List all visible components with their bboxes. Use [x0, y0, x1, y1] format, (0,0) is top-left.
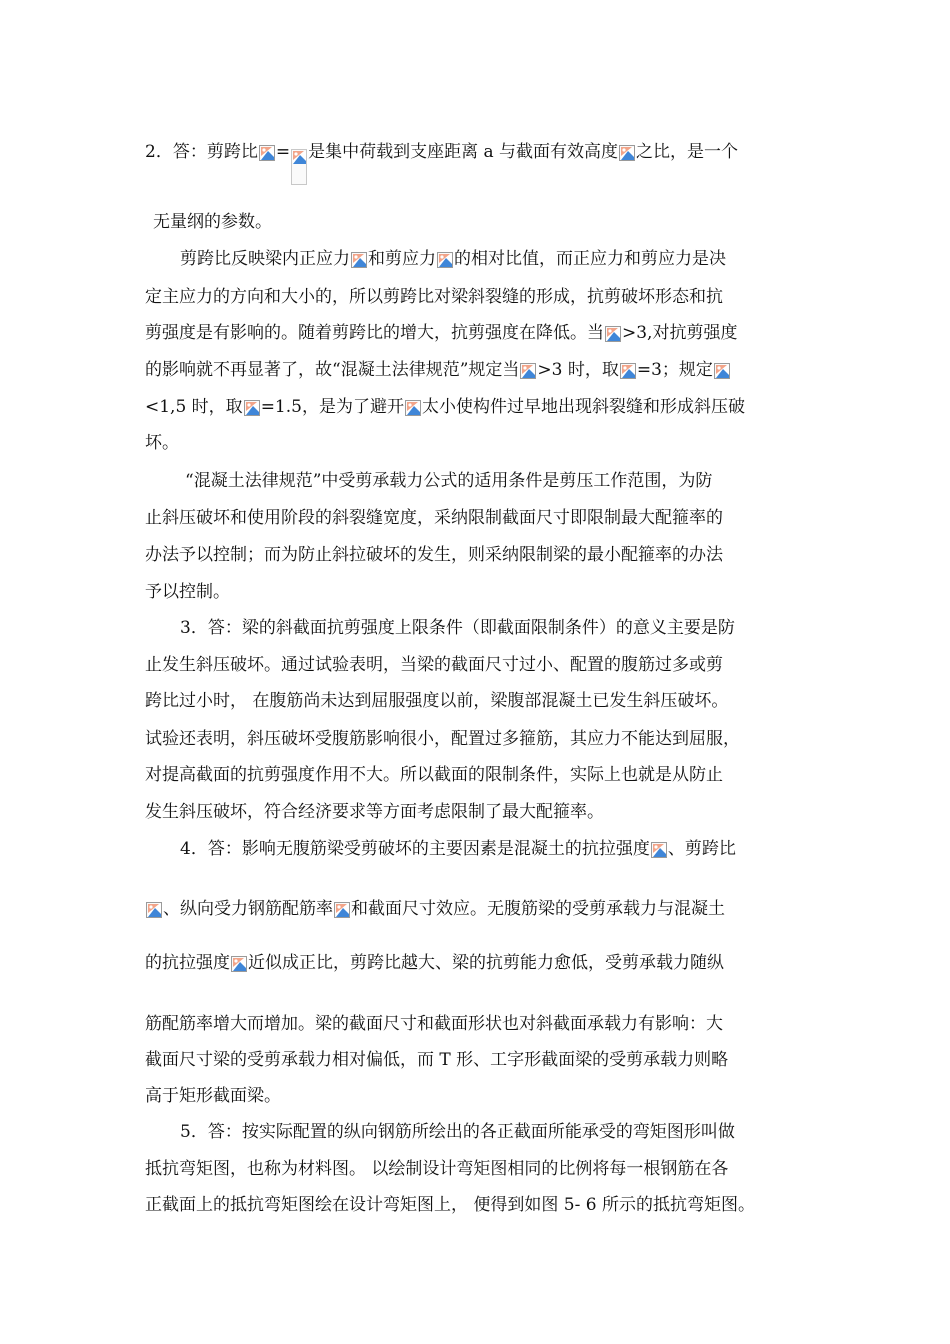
text-segment: 试验还表明，斜压破坏受腹筋影响很小，配置过多箍筋，其应力不能达到屈服， [145, 729, 740, 749]
text-line [145, 395, 815, 419]
text-line [145, 1193, 815, 1217]
broken-image-icon [437, 252, 453, 268]
text-line [185, 469, 855, 493]
text-segment: >3,对抗剪强度 [622, 323, 738, 343]
text-segment: 是集中荷载到支座距离 a 与截面有效高度 [308, 142, 619, 162]
text-segment: 的抗拉强度 [145, 953, 230, 973]
text-segment: 太小使构件过早地出现斜裂缝和形成斜压破 [421, 397, 745, 417]
text-segment: 4．答：影响无腹筋梁受剪破坏的主要因素是混凝土的抗拉强度 [180, 839, 650, 859]
text-segment: >3 时，取 [537, 360, 619, 380]
text-line [145, 321, 815, 345]
text-line [145, 1012, 815, 1036]
text-segment: 无量纲的参数。 [153, 212, 272, 232]
text-line [145, 431, 815, 455]
text-line [145, 506, 815, 530]
text-line [145, 727, 815, 751]
text-segment: 截面尺寸梁的受剪承载力相对偏低，而 T 形、工字形截面梁的受剪承载力则略 [145, 1050, 729, 1070]
text-line [145, 543, 815, 567]
text-segment: 予以控制。 [145, 582, 230, 602]
text-segment: 止发生斜压破坏。通过试验表明，当梁的截面尺寸过小、配置的腹筋过多或剪 [145, 655, 723, 675]
text-segment: 剪跨比反映梁内正应力 [180, 249, 350, 269]
broken-image-icon [231, 956, 247, 972]
text-segment: 剪强度是有影响的。随着剪跨比的增大，抗剪强度在降低。当 [145, 323, 604, 343]
text-line [145, 1157, 815, 1181]
text-segment: 和剪应力 [368, 249, 436, 269]
text-segment: 和截面尺寸效应。无腹筋梁的受剪承载力与混凝土 [351, 899, 725, 919]
text-segment: 2．答：剪跨比 [145, 142, 258, 162]
text-line [180, 1120, 850, 1144]
broken-image-icon [405, 400, 421, 416]
broken-image-icon [619, 145, 635, 161]
text-segment: 、纵向受力钢筋配筋率 [163, 899, 333, 919]
broken-image-icon [146, 902, 162, 918]
text-line [145, 689, 815, 713]
text-segment: 5．答：按实际配置的纵向钢筋所绘出的各正截面所能承受的弯矩图形叫做 [180, 1122, 735, 1142]
broken-image-icon [605, 326, 621, 342]
text-line [145, 140, 815, 185]
text-segment: = [275, 142, 291, 162]
text-segment: 、剪跨比 [667, 839, 736, 859]
text-line [145, 800, 815, 824]
text-segment: 的相对比值，而正应力和剪应力是决 [454, 249, 726, 269]
broken-image-icon [259, 145, 275, 161]
broken-image-icon [334, 902, 350, 918]
text-segment: 近似成正比，剪跨比越大、梁的抗剪能力愈低，受剪承载力随纵 [248, 953, 724, 973]
text-segment: 3．答：梁的斜截面抗剪强度上限条件（即截面限制条件）的意义主要是防 [180, 618, 735, 638]
text-line [145, 653, 815, 677]
broken-image-icon [651, 842, 667, 858]
text-segment: =1.5，是为了避开 [260, 397, 404, 417]
text-line [180, 247, 850, 271]
text-segment: 定主应力的方向和大小的，所以剪跨比对梁斜裂缝的形成，抗剪破坏形态和抗 [145, 287, 723, 307]
text-line [145, 580, 815, 604]
broken-image-icon [291, 149, 307, 185]
text-segment: 止斜压破坏和使用阶段的斜裂缝宽度，采纳限制截面尺寸即限制最大配箍率的 [145, 508, 723, 528]
text-line [145, 1084, 815, 1108]
broken-image-icon [520, 363, 536, 379]
text-segment: 抵抗弯矩图，也称为材料图。 以绘制设计弯矩图相同的比例将每一根钢筋在各 [145, 1159, 729, 1179]
text-segment: 之比，是一个 [636, 142, 739, 162]
text-line [180, 837, 850, 861]
text-segment: =3；规定 [636, 360, 713, 380]
text-line [145, 763, 815, 787]
text-line [153, 210, 823, 234]
text-line [145, 1048, 815, 1072]
broken-image-icon [244, 400, 260, 416]
text-segment: “混凝土法律规范”中受剪承载力公式的适用条件是剪压工作范围，为防 [185, 471, 713, 491]
text-line [145, 897, 815, 921]
text-segment: 跨比过小时， 在腹筋尚未达到屈服强度以前，梁腹部混凝土已发生斜压破坏。 [145, 691, 729, 711]
text-line [145, 285, 815, 309]
text-segment: 坏。 [145, 433, 179, 453]
text-segment: 筋配筋率增大而增加。梁的截面尺寸和截面形状也对斜截面承载力有影响：大 [145, 1014, 723, 1034]
text-segment: <1,5 时，取 [145, 397, 243, 417]
text-segment: 正截面上的抵抗弯矩图绘在设计弯矩图上， 便得到如图 5- 6 所示的抵抗弯矩图。 [145, 1195, 755, 1215]
broken-image-icon [620, 363, 636, 379]
text-segment: 高于矩形截面梁。 [145, 1086, 281, 1106]
broken-image-icon [714, 363, 730, 379]
text-segment: 发生斜压破坏，符合经济要求等方面考虑限制了最大配箍率。 [145, 802, 604, 822]
text-line [145, 358, 815, 382]
text-segment: 办法予以控制；而为防止斜拉破坏的发生，则采纳限制梁的最小配箍率的办法 [145, 545, 723, 565]
text-line [180, 616, 850, 640]
text-segment: 的影响就不再显著了，故“混凝土法律规范”规定当 [145, 360, 520, 380]
text-segment: 对提高截面的抗剪强度作用不大。所以截面的限制条件，实际上也就是从防止 [145, 765, 723, 785]
broken-image-icon [351, 252, 367, 268]
text-line [145, 951, 815, 975]
